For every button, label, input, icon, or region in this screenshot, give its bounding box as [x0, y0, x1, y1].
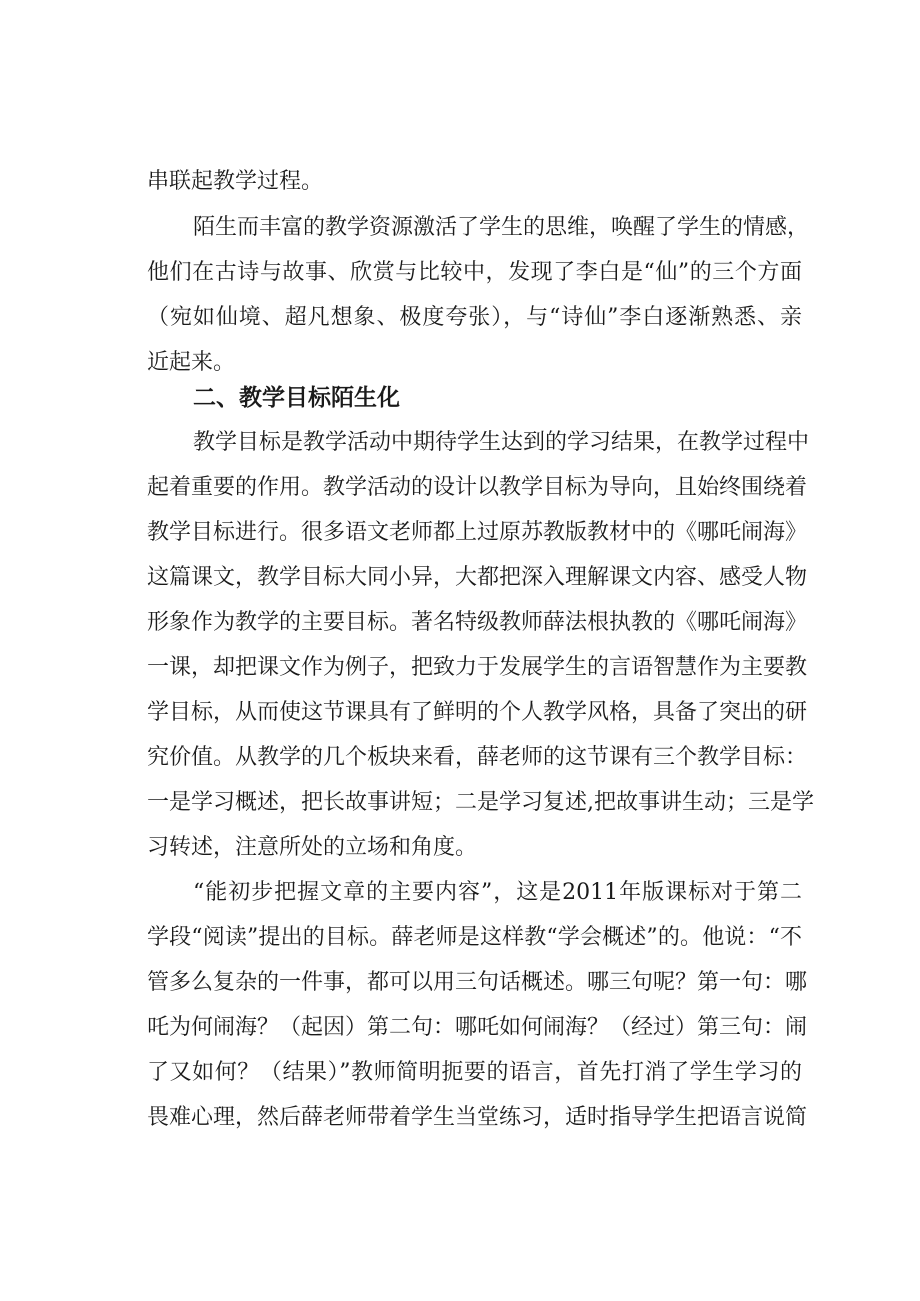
paragraph-line: 习转述，注意所处的立场和角度。 [147, 835, 478, 860]
paragraph-line: 他们在古诗与故事、欣赏与比较中，发现了李白是“仙”的三个方面 [147, 260, 802, 285]
paragraph-line: 形象作为教学的主要目标。著名特级教师薛法根执教的《哪吒闹海》 [147, 610, 808, 635]
paragraph-line: 学段“阅读”提出的目标。薛老师是这样教“学会概述”的。他说：“不 [147, 925, 802, 950]
paragraph-line: 教学目标进行。很多语文老师都上过原苏教版教材中的《哪吒闹海》 [147, 520, 808, 545]
paragraph-line: 教学目标是教学活动中期待学生达到的学习结果，在教学过程中 [193, 430, 810, 455]
paragraph-line: 串联起教学过程。 [147, 169, 324, 194]
paragraph-line: 一是学习概述，把长故事讲短；二是学习复述,把故事讲生动；三是学 [147, 790, 814, 815]
paragraph-line: 吒为何闹海？（起因）第二句：哪吒如何闹海？（经过）第三句：闹 [147, 1015, 808, 1040]
paragraph-line: 近起来。 [147, 350, 236, 375]
paragraph-line: 这篇课文，教学目标大同小异，大都把深入理解课文内容、感受人物 [147, 565, 808, 590]
paragraph-line: 管多么复杂的一件事，都可以用三句话概述。哪三句呢？第一句：哪 [147, 970, 808, 995]
section-heading: 二、教学目标陌生化 [193, 385, 400, 411]
paragraph-line: 陌生而丰富的教学资源激活了学生的思维，唤醒了学生的情感， [193, 215, 810, 240]
paragraph-line: 一课，却把课文作为例子，把致力于发展学生的言语智慧作为主要教 [147, 655, 808, 680]
paragraph-line: “能初步把握文章的主要内容”，这是2011年版课标对于第二 [193, 880, 802, 905]
paragraph-line: 了又如何？（结果）”教师简明扼要的语言，首先打消了学生学习的 [147, 1060, 802, 1085]
paragraph-line: （宛如仙境、超凡想象、极度夸张），与“诗仙”李白逐渐熟悉、亲 [147, 305, 802, 330]
paragraph-line: 究价值。从教学的几个板块来看，薛老师的这节课有三个教学目标： [147, 745, 808, 770]
paragraph-line: 起着重要的作用。教学活动的设计以教学目标为导向，且始终围绕着 [147, 475, 808, 500]
paragraph-line: 畏难心理，然后薛老师带着学生当堂练习，适时指导学生把语言说简 [147, 1105, 808, 1130]
paragraph-line: 学目标，从而使这节课具有了鲜明的个人教学风格，具备了突出的研 [147, 700, 808, 725]
